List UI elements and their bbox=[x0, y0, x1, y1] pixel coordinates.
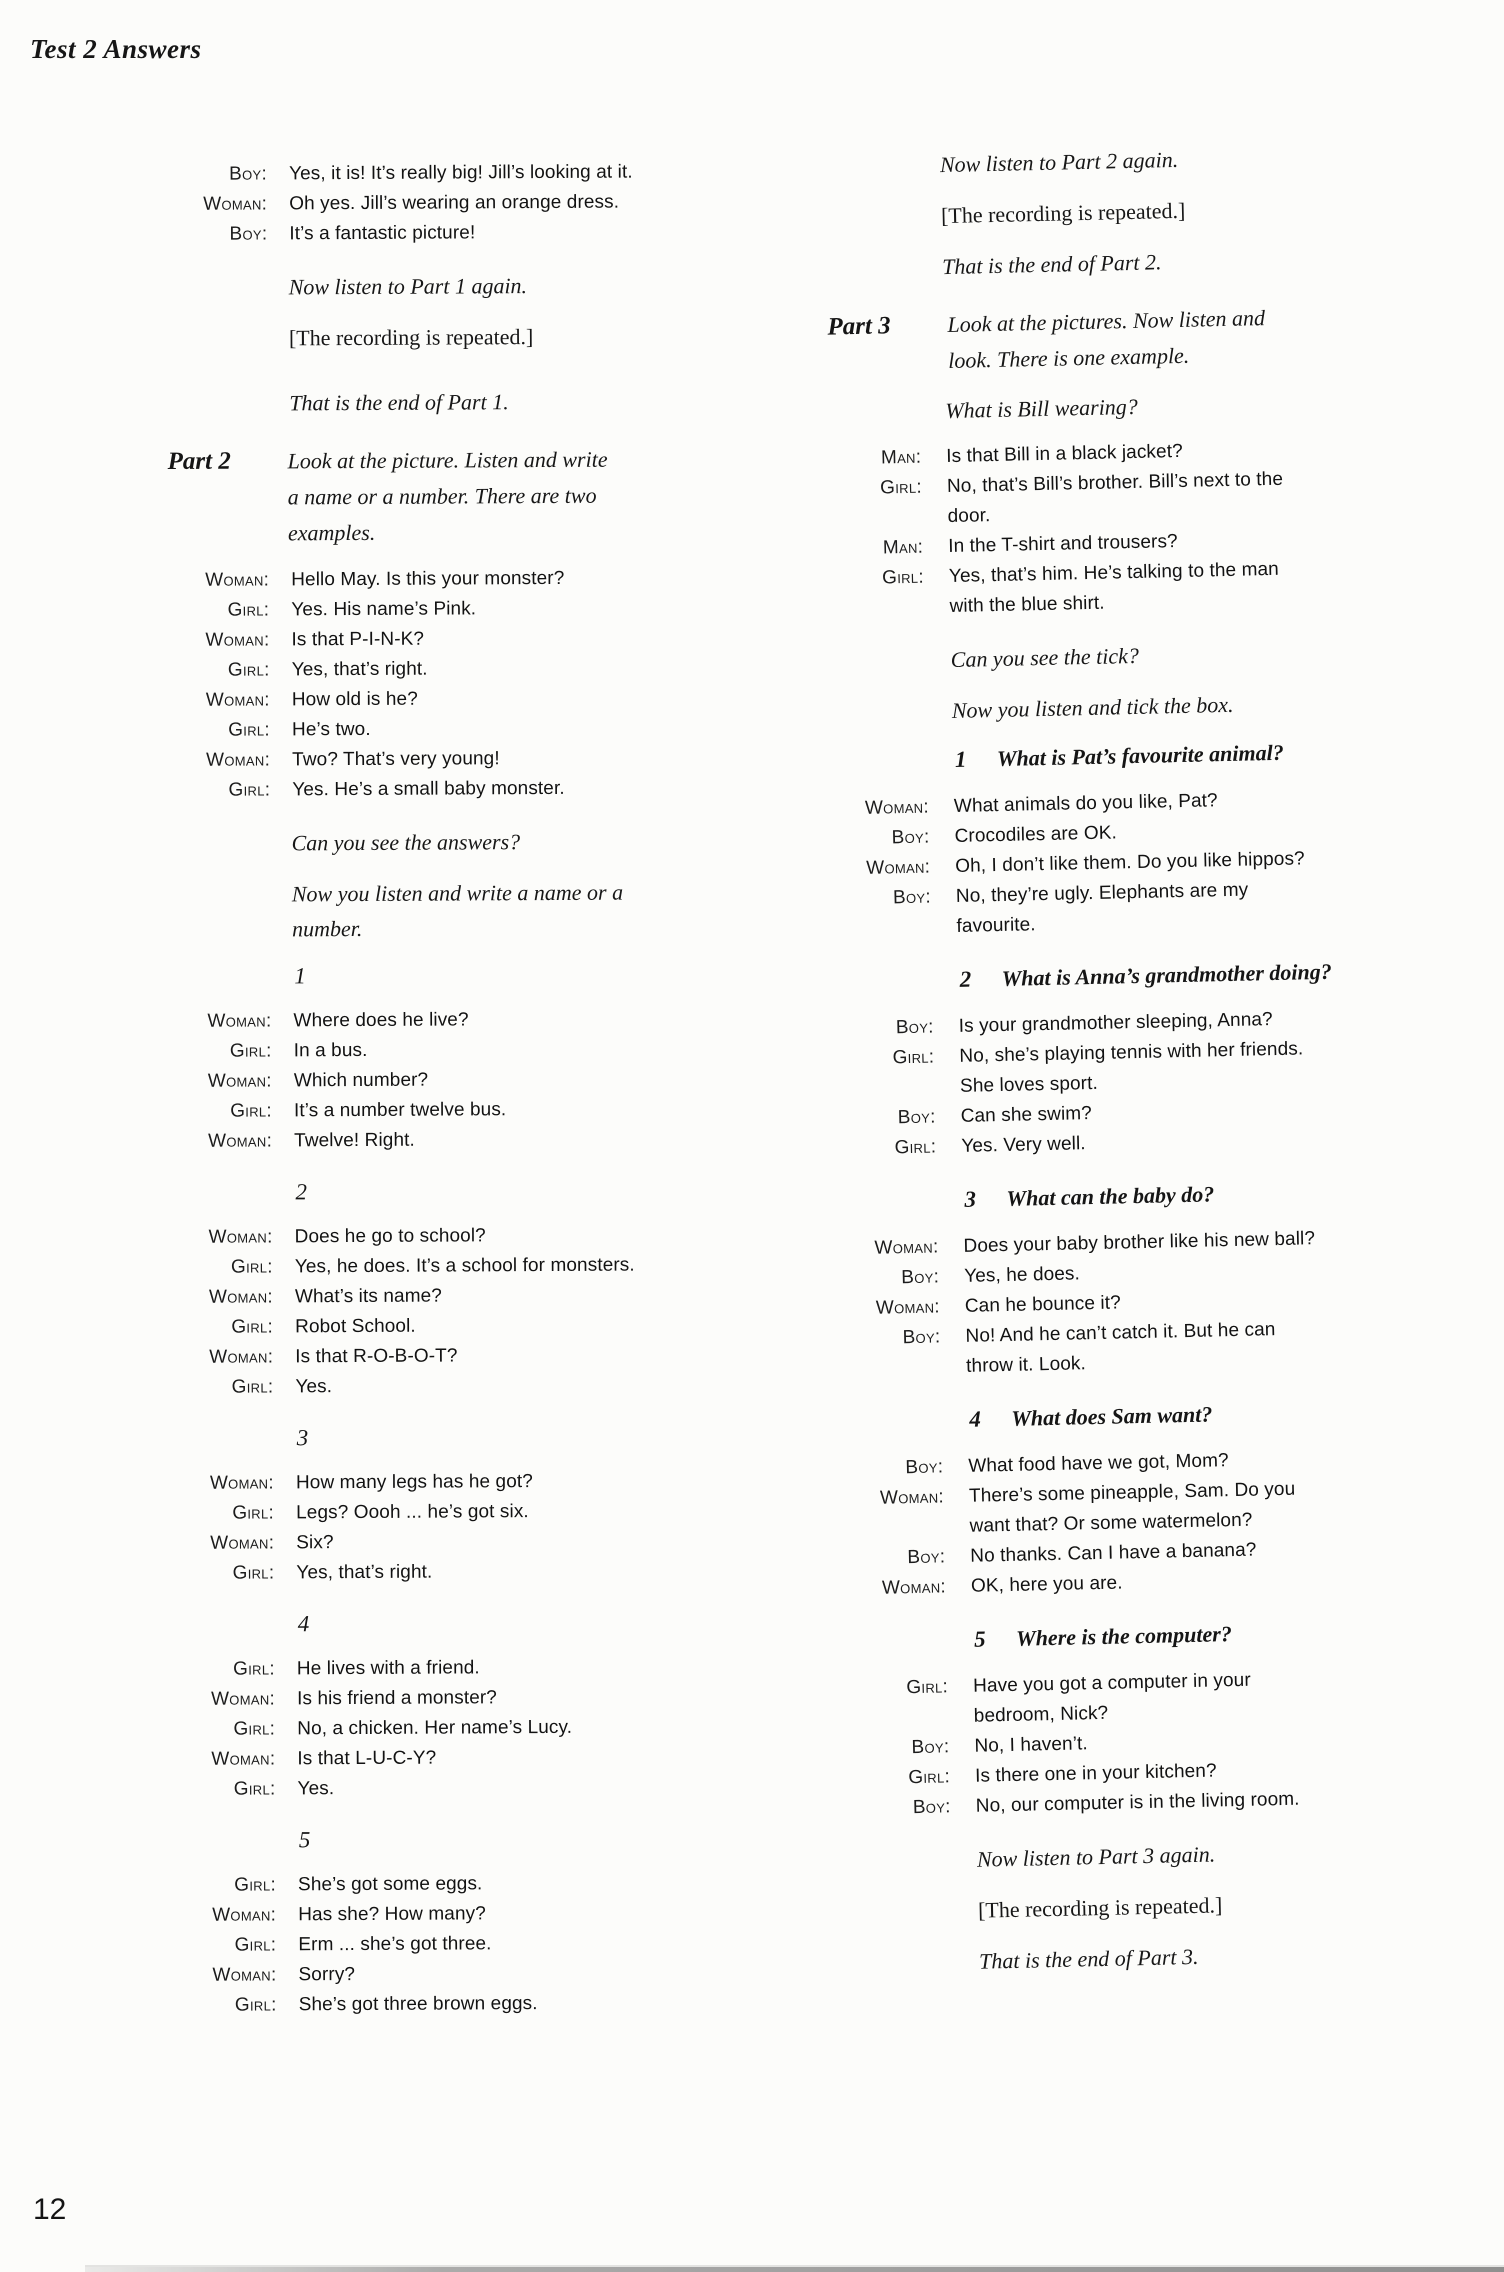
dialogue-row bbox=[170, 1712, 700, 1745]
dialogue-text: No, she’s playing tennis with her friends. She loves sport. bbox=[959, 1038, 1304, 1097]
stage-direction bbox=[831, 682, 1442, 730]
dialogue-text: Is your grandmother sleeping, Anna? bbox=[958, 1009, 1273, 1037]
stage-direction-text: Can you see the answers? bbox=[291, 829, 521, 856]
part-heading bbox=[823, 296, 1434, 381]
speaker-label: Boy: bbox=[891, 826, 930, 849]
dialogue-text: Can she swim? bbox=[960, 1103, 1093, 1127]
dialogue-text: Is that L-U-C-Y? bbox=[297, 1747, 437, 1770]
right-column bbox=[820, 136, 1470, 1981]
stage-direction-text: Now listen to Part 2 again. bbox=[939, 146, 1179, 178]
dialogue-text: Does he go to school? bbox=[294, 1225, 486, 1248]
dialogue-row bbox=[168, 1370, 698, 1403]
stage-direction bbox=[820, 136, 1431, 184]
dialogue-block bbox=[848, 1441, 1461, 1604]
speaker-label: Boy: bbox=[897, 1106, 936, 1129]
dialogue-text: No, that’s Bill’s brother. Bill’s next to the door. bbox=[946, 468, 1284, 528]
part-intro-text: Look at the pictures. Now listen and look. There is one example. bbox=[947, 305, 1266, 373]
dialogue-block bbox=[170, 1652, 701, 1805]
dialogue-row bbox=[171, 1958, 701, 1991]
dialogue-text: Has she? How many? bbox=[298, 1903, 486, 1926]
speaker-label: Woman: bbox=[212, 1904, 277, 1926]
item-number bbox=[169, 1420, 699, 1455]
item-number bbox=[171, 1822, 701, 1857]
dialogue-row bbox=[169, 1496, 699, 1529]
dialogue-block bbox=[168, 1220, 699, 1403]
stage-direction-text: Now you listen and tick the box. bbox=[951, 691, 1234, 723]
dialogue-row bbox=[169, 1556, 699, 1589]
question-heading bbox=[852, 1611, 1463, 1660]
dialogue-row bbox=[171, 1868, 701, 1901]
dialogue-block bbox=[834, 781, 1447, 944]
dialogue-row bbox=[170, 1682, 700, 1715]
speaker-label: Woman: bbox=[212, 1964, 277, 1986]
speaker-label: Woman: bbox=[210, 1688, 276, 1710]
dialogue-text: Twelve! Right. bbox=[294, 1129, 415, 1152]
dialogue-text: Oh, I don’t like them. Do you like hippos? bbox=[955, 848, 1305, 877]
question-text: What is Pat’s favourite animal? bbox=[996, 739, 1284, 772]
dialogue-text: Yes, he does. bbox=[963, 1263, 1081, 1287]
dialogue-text: She’s got three brown eggs. bbox=[298, 1993, 538, 2016]
speaker-label: Woman: bbox=[207, 1010, 272, 1032]
dialogue-text: It’s a fantastic picture! bbox=[289, 222, 476, 245]
stage-direction-text: That is the end of Part 1. bbox=[289, 389, 509, 416]
dialogue-row bbox=[168, 1280, 698, 1313]
dialogue-text: Yes, it is! It’s really big! Jill’s looking at it. bbox=[289, 161, 633, 185]
dialogue-row bbox=[162, 157, 692, 190]
speaker-label: Girl: bbox=[227, 659, 270, 681]
item-number-text: 5 bbox=[298, 1827, 311, 1853]
stage-direction bbox=[163, 267, 693, 305]
stage-direction bbox=[825, 382, 1436, 430]
stage-direction bbox=[821, 187, 1432, 235]
dialogue-text: Sorry? bbox=[298, 1964, 356, 1986]
speaker-label: Girl: bbox=[892, 1046, 935, 1069]
question-number: 2 bbox=[959, 966, 972, 992]
speaker-label: Girl: bbox=[231, 1316, 274, 1338]
speaker-label: Woman: bbox=[875, 1296, 941, 1319]
speaker-label: Woman: bbox=[205, 569, 270, 591]
speaker-label: Woman: bbox=[866, 856, 931, 879]
dialogue-text: Does your baby brother like his new ball? bbox=[963, 1228, 1316, 1257]
dialogue-text: She’s got some eggs. bbox=[297, 1873, 483, 1896]
dialogue-row bbox=[172, 1988, 702, 2021]
item-number-text: 2 bbox=[295, 1179, 307, 1205]
dialogue-block bbox=[164, 563, 695, 806]
stage-direction-text: [The recording is repeated.] bbox=[288, 324, 534, 351]
dialogue-row bbox=[167, 1064, 697, 1097]
dialogue-row bbox=[171, 1928, 701, 1961]
dialogue-row bbox=[165, 773, 695, 806]
dialogue-block bbox=[838, 1001, 1451, 1164]
stage-direction bbox=[163, 318, 693, 356]
stage-direction bbox=[857, 1831, 1468, 1879]
speaker-label: Woman: bbox=[211, 1748, 276, 1770]
dialogue-block bbox=[843, 1221, 1456, 1384]
speaker-label: Girl: bbox=[234, 1934, 277, 1956]
speaker-label: Boy: bbox=[907, 1546, 946, 1569]
speaker-label: Woman: bbox=[205, 629, 270, 651]
left-column bbox=[162, 157, 702, 2021]
stage-direction bbox=[859, 1933, 1470, 1981]
dialogue-block bbox=[162, 157, 692, 250]
speaker-label: Girl: bbox=[230, 1256, 273, 1278]
page-number: 12 bbox=[33, 2193, 67, 2226]
stage-direction-text: Can you see the tick? bbox=[950, 642, 1140, 673]
dialogue-row bbox=[170, 1742, 700, 1775]
stage-direction-text: What is Bill wearing? bbox=[945, 393, 1139, 424]
question-heading bbox=[833, 731, 1444, 780]
dialogue-text: No! And he can’t catch it. But he can throw it. Look. bbox=[965, 1319, 1276, 1377]
stage-direction bbox=[822, 238, 1433, 286]
dialogue-row bbox=[166, 1004, 696, 1037]
speaker-label: Woman: bbox=[209, 1346, 274, 1368]
speaker-label: Boy: bbox=[905, 1456, 944, 1479]
stage-direction bbox=[858, 1882, 1469, 1930]
dialogue-row bbox=[165, 713, 695, 746]
dialogue-text: What animals do you like, Pat? bbox=[953, 790, 1218, 817]
stage-direction-text: That is the end of Part 3. bbox=[978, 1943, 1199, 1974]
question-number: 5 bbox=[973, 1626, 986, 1652]
dialogue-row bbox=[829, 551, 1440, 624]
dialogue-block bbox=[826, 431, 1440, 624]
speaker-label: Man: bbox=[882, 536, 924, 559]
dialogue-row bbox=[165, 653, 695, 686]
speaker-label: Boy: bbox=[901, 1266, 940, 1289]
item-number-text: 4 bbox=[297, 1611, 310, 1637]
question-text: What can the baby do? bbox=[1006, 1181, 1215, 1211]
dialogue-text: Is there one in your kitchen? bbox=[974, 1760, 1217, 1787]
question-text: What does Sam want? bbox=[1011, 1401, 1213, 1431]
dialogue-row bbox=[169, 1526, 699, 1559]
dialogue-row bbox=[170, 1652, 700, 1685]
speaker-label: Girl: bbox=[234, 1994, 277, 2016]
dialogue-row bbox=[836, 871, 1447, 944]
speaker-label: Woman: bbox=[879, 1486, 945, 1509]
speaker-label: Girl: bbox=[908, 1766, 951, 1789]
dialogue-text: There’s some pineapple, Sam. Do you want that? Or some watermelon? bbox=[968, 1478, 1296, 1537]
speaker-label: Girl: bbox=[227, 599, 270, 621]
dialogue-row bbox=[168, 1220, 698, 1253]
speaker-label: Woman: bbox=[209, 1472, 274, 1494]
dialogue-row bbox=[167, 1034, 697, 1067]
dialogue-text: Yes, that’s right. bbox=[296, 1561, 433, 1584]
dialogue-text: Yes. He’s a small baby monster. bbox=[292, 777, 565, 801]
speaker-label: Girl: bbox=[233, 1778, 276, 1800]
stage-direction-text: [The recording is repeated.] bbox=[977, 1892, 1223, 1923]
dialogue-row bbox=[164, 563, 694, 596]
dialogue-text: Robot School. bbox=[295, 1315, 416, 1338]
dialogue-row bbox=[165, 743, 695, 776]
item-number-text: 3 bbox=[296, 1425, 309, 1451]
dialogue-text: Hello May. Is this your monster? bbox=[291, 567, 565, 591]
speaker-label: Woman: bbox=[208, 1130, 273, 1152]
dialogue-row bbox=[162, 217, 692, 250]
dialogue-text: Where does he live? bbox=[293, 1009, 469, 1032]
stage-direction-text: [The recording is repeated.] bbox=[940, 197, 1186, 229]
dialogue-row bbox=[167, 1094, 697, 1127]
part-intro-text: Look at the picture. Listen and write a name or a number. There are two examples. bbox=[287, 446, 608, 546]
stage-direction-text: Now you listen and write a name or a number. bbox=[291, 879, 624, 942]
speaker-label: Girl: bbox=[228, 779, 271, 801]
dialogue-row bbox=[168, 1310, 698, 1343]
dialogue-row bbox=[169, 1466, 699, 1499]
speaker-label: Woman: bbox=[205, 689, 270, 711]
question-text: What is Anna’s grandmother doing? bbox=[1001, 958, 1333, 991]
speaker-label: Woman: bbox=[881, 1576, 947, 1599]
stage-direction bbox=[163, 383, 693, 421]
dialogue-row bbox=[845, 1311, 1456, 1384]
speaker-label: Girl: bbox=[233, 1658, 275, 1680]
speaker-label: Boy: bbox=[911, 1736, 950, 1759]
stage-direction-text: That is the end of Part 2. bbox=[941, 249, 1162, 280]
dialogue-row bbox=[171, 1898, 701, 1931]
dialogue-text: Yes. bbox=[297, 1778, 335, 1800]
speaker-label: Girl: bbox=[234, 1874, 277, 1896]
dialogue-text: In the T-shirt and trousers? bbox=[948, 531, 1178, 558]
dialogue-text: No, a chicken. Her name’s Lucy. bbox=[297, 1716, 573, 1740]
speaker-label: Woman: bbox=[208, 1286, 274, 1308]
speaker-label: Boy: bbox=[229, 163, 268, 185]
item-number bbox=[167, 1174, 697, 1209]
dialogue-row bbox=[162, 187, 692, 220]
dialogue-row bbox=[170, 1772, 700, 1805]
dialogue-text: Is that P-I-N-K? bbox=[291, 628, 425, 651]
question-number: 4 bbox=[969, 1406, 982, 1432]
dialogue-text: Yes. bbox=[295, 1376, 333, 1398]
speaker-label: Girl: bbox=[879, 476, 923, 499]
dialogue-text: Is that R-O-B-O-T? bbox=[295, 1345, 458, 1368]
dialogue-row bbox=[164, 623, 694, 656]
dialogue-row bbox=[164, 593, 694, 626]
question-number: 1 bbox=[954, 746, 967, 772]
dialogue-row bbox=[168, 1250, 698, 1283]
dialogue-text: It’s a number twelve bus. bbox=[293, 1099, 507, 1122]
speaker-label: Woman: bbox=[203, 193, 268, 215]
question-heading bbox=[847, 1391, 1458, 1440]
dialogue-text: No thanks. Can I have a banana? bbox=[970, 1539, 1257, 1567]
part-heading bbox=[163, 441, 694, 552]
speaker-label: Boy: bbox=[912, 1796, 951, 1819]
speaker-label: Boy: bbox=[895, 1016, 934, 1039]
dialogue-text: No, our computer is in the living room. bbox=[975, 1788, 1300, 1817]
dialogue-text: Is that Bill in a black jacket? bbox=[946, 440, 1183, 468]
speaker-label: Boy: bbox=[902, 1326, 941, 1349]
question-heading bbox=[837, 951, 1448, 1000]
speaker-label: Girl: bbox=[232, 1562, 275, 1584]
speaker-label: Girl: bbox=[233, 1718, 276, 1740]
dialogue-text: What food have we got, Mom? bbox=[968, 1450, 1229, 1477]
dialogue-block bbox=[169, 1466, 700, 1589]
dialogue-text: Yes, that’s him. He’s talking to the man with the blue shirt. bbox=[948, 558, 1280, 618]
dialogue-text: Crocodiles are OK. bbox=[954, 822, 1118, 847]
stage-direction bbox=[830, 631, 1441, 679]
question-number: 3 bbox=[964, 1186, 977, 1212]
dialogue-text: In a bus. bbox=[293, 1039, 368, 1062]
speaker-label: Girl: bbox=[881, 566, 925, 589]
question-text: Where is the computer? bbox=[1015, 1621, 1233, 1651]
speaker-label: Girl: bbox=[232, 1502, 275, 1524]
speaker-label: Woman: bbox=[207, 1070, 272, 1092]
dialogue-text: Erm ... she’s got three. bbox=[298, 1933, 492, 1956]
dialogue-text: What’s its name? bbox=[294, 1285, 442, 1308]
speaker-label: Woman: bbox=[210, 1532, 275, 1554]
dialogue-text: He’s two. bbox=[291, 718, 371, 741]
part-label: Part 2 bbox=[167, 447, 231, 475]
speaker-label: Woman: bbox=[208, 1226, 273, 1248]
dialogue-block bbox=[171, 1868, 702, 2021]
speaker-label: Girl: bbox=[894, 1136, 937, 1159]
dialogue-text: Is his friend a monster? bbox=[297, 1687, 498, 1710]
speaker-label: Woman: bbox=[864, 796, 930, 819]
dialogue-text: He lives with a friend. bbox=[296, 1657, 480, 1680]
speaker-label: Boy: bbox=[229, 223, 268, 245]
speaker-label: Man: bbox=[880, 446, 922, 469]
stage-direction-text: Now listen to Part 3 again. bbox=[976, 1841, 1216, 1872]
dialogue-row bbox=[165, 683, 695, 716]
dialogue-text: Yes. His name’s Pink. bbox=[291, 598, 477, 621]
dialogue-text: Can he bounce it? bbox=[964, 1292, 1121, 1317]
stage-direction bbox=[165, 823, 695, 861]
dialogue-text: Oh yes. Jill’s wearing an orange dress. bbox=[289, 191, 620, 215]
dialogue-row bbox=[167, 1124, 697, 1157]
dialogue-text: Six? bbox=[296, 1532, 334, 1554]
dialogue-text: Yes, he does. It’s a school for monsters. bbox=[294, 1254, 635, 1278]
dialogue-row bbox=[168, 1340, 698, 1373]
dialogue-text: Two? That’s very young! bbox=[292, 748, 500, 771]
dialogue-block bbox=[853, 1661, 1466, 1824]
scan-edge-shadow bbox=[85, 2267, 1504, 2272]
dialogue-text: No, they’re ugly. Elephants are my favourite. bbox=[955, 879, 1249, 937]
page-title: Test 2 Answers bbox=[30, 34, 202, 64]
dialogue-text: Yes. Very well. bbox=[961, 1133, 1086, 1157]
speaker-label: Girl: bbox=[230, 1100, 273, 1122]
dialogue-text: OK, here you are. bbox=[970, 1572, 1123, 1597]
dialogue-text: Legs? Oooh ... he’s got six. bbox=[296, 1501, 529, 1524]
dialogue-text: Have you got a computer in your bedroom, Nick? bbox=[972, 1669, 1252, 1727]
dialogue-text: Which number? bbox=[293, 1069, 429, 1092]
dialogue-text: No, I haven’t. bbox=[974, 1733, 1089, 1757]
speaker-label: Girl: bbox=[906, 1676, 949, 1699]
item-number bbox=[170, 1606, 700, 1641]
part-label: Part 3 bbox=[827, 312, 891, 341]
item-number-text: 1 bbox=[294, 963, 306, 989]
question-heading bbox=[842, 1171, 1453, 1220]
speaker-label: Boy: bbox=[892, 886, 932, 909]
dialogue-text: How many legs has he got? bbox=[295, 1471, 533, 1494]
item-number bbox=[166, 958, 696, 993]
speaker-label: Girl: bbox=[231, 1376, 274, 1398]
stage-direction bbox=[166, 874, 696, 947]
speaker-label: Woman: bbox=[874, 1236, 939, 1259]
speaker-label: Woman: bbox=[206, 749, 271, 771]
speaker-label: Girl: bbox=[229, 1040, 272, 1062]
speaker-label: Girl: bbox=[228, 719, 271, 741]
dialogue-block bbox=[166, 1004, 697, 1157]
dialogue-text: Yes, that’s right. bbox=[291, 658, 428, 681]
dialogue-text: How old is he? bbox=[291, 688, 418, 711]
stage-direction-text: Now listen to Part 1 again. bbox=[288, 273, 528, 300]
